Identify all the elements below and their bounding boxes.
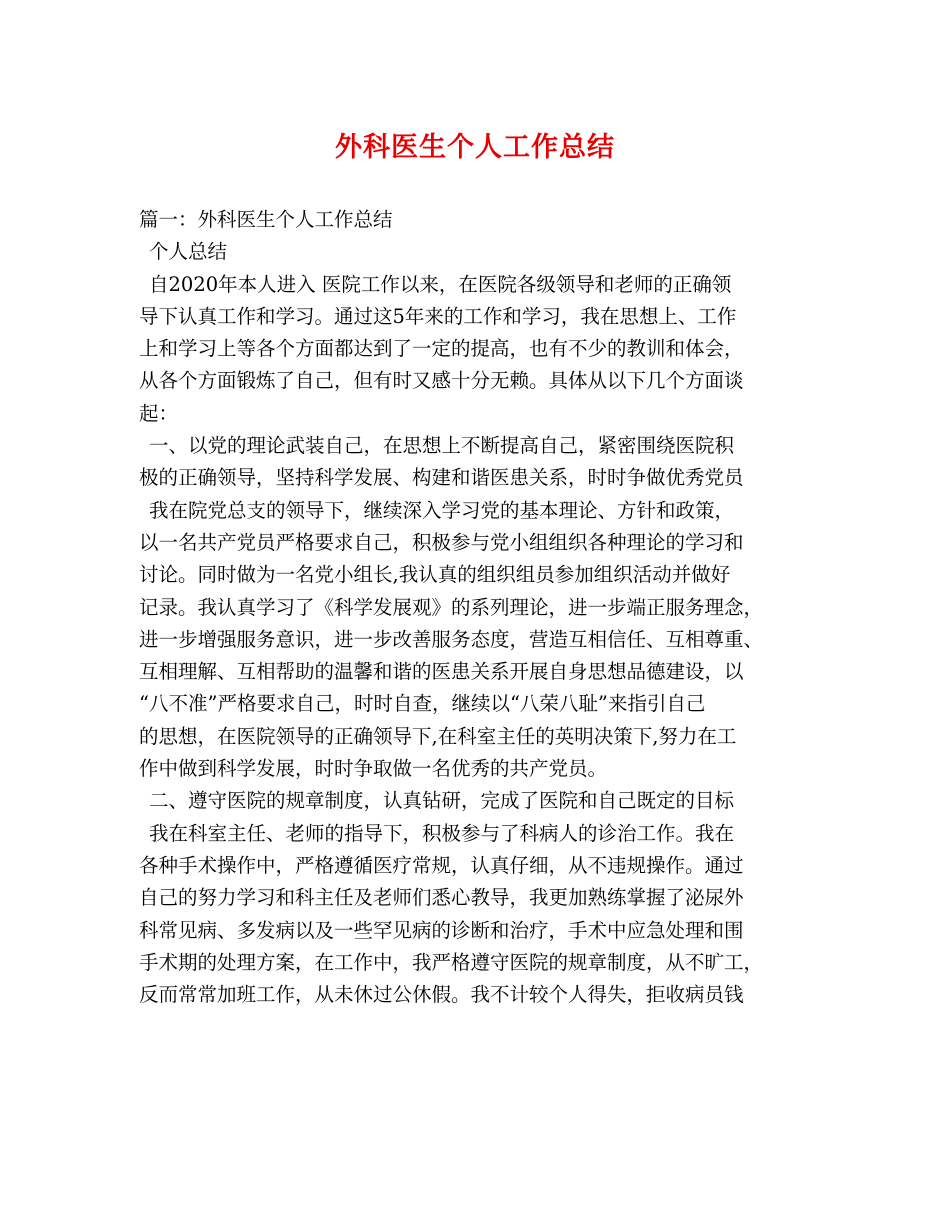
text-line: 讨论。同时做为一名党小组长,我认真的组织组员参加组织活动并做好 bbox=[139, 563, 731, 587]
section-heading: 篇一：外科医生个人工作总结 bbox=[139, 208, 393, 231]
text-line: 从各个方面锻炼了自己，但有时又感十分无赖。具体从以下几个方面谈 bbox=[139, 369, 744, 393]
text-line: 上和学习上等各个方面都达到了一定的提高，也有不少的教训和体会， bbox=[139, 337, 744, 361]
text-line: 各种手术操作中，严格遵循医疗常规，认真仔细，从不违规操作。通过 bbox=[139, 853, 744, 877]
text-line: 二、遵守医院的规章制度，认真钻研，完成了医院和自己既定的目标 bbox=[149, 789, 735, 813]
text-line: 极的正确领导，坚持科学发展、构建和谐医患关系，时时争做优秀党员 bbox=[139, 466, 744, 490]
text-line: 我在科室主任、老师的指导下，积极参与了科病人的诊治工作。我在 bbox=[149, 821, 735, 845]
text-line: 导下认真工作和学习。通过这5年来的工作和学习，我在思想上、工作 bbox=[139, 304, 737, 328]
text-line: 互相理解、互相帮助的温馨和谐的医患关系开展自身思想品德建设，以 bbox=[139, 660, 744, 684]
text-line: “八不准”严格要求自己，时时自查，继续以“八荣八耻”来指引自己 bbox=[139, 692, 706, 716]
document-body bbox=[139, 204, 829, 1011]
text-line: 起： bbox=[139, 401, 179, 425]
text-line: 自己的努力学习和科主任及老师们悉心教导，我更加熟练掌握了泌尿外 bbox=[139, 886, 744, 910]
text-line: 作中做到科学发展，时时争取做一名优秀的共产党员。 bbox=[139, 757, 608, 781]
text-line: 科常见病、多发病以及一些罕见病的诊断和治疗，手术中应急处理和围 bbox=[139, 918, 744, 942]
text-line: 进一步增强服务意识，进一步改善服务态度，营造互相信任、互相尊重、 bbox=[139, 627, 764, 651]
text-line: 我在院党总支的领导下，继续深入学习党的基本理论、方针和政策， bbox=[149, 498, 735, 522]
text-line: 记录。我认真学习了《科学发展观》的系列理论，进一步端正服务理念， bbox=[139, 595, 764, 619]
text-line: 的思想，在医院领导的正确领导下,在科室主任的英明决策下,努力在工 bbox=[139, 724, 737, 748]
subheading: 个人总结 bbox=[149, 240, 228, 264]
text-line: 以一名共产党员严格要求自己，积极参与党小组组织各种理论的学习和 bbox=[139, 530, 744, 554]
text-line: 手术期的处理方案，在工作中，我严格遵守医院的规章制度，从不旷工， bbox=[139, 950, 764, 974]
text-line: 自2020年本人进入 医院工作以来，在医院各级领导和老师的正确领 bbox=[149, 272, 732, 296]
document-title: 外科医生个人工作总结 bbox=[335, 132, 615, 163]
text-line: 一、以党的理论武装自己，在思想上不断提高自己，紧密围绕医院积 bbox=[149, 434, 735, 458]
text-line: 反而常常加班工作，从未休过公休假。我不计较个人得失，拒收病员钱 bbox=[139, 983, 744, 1007]
